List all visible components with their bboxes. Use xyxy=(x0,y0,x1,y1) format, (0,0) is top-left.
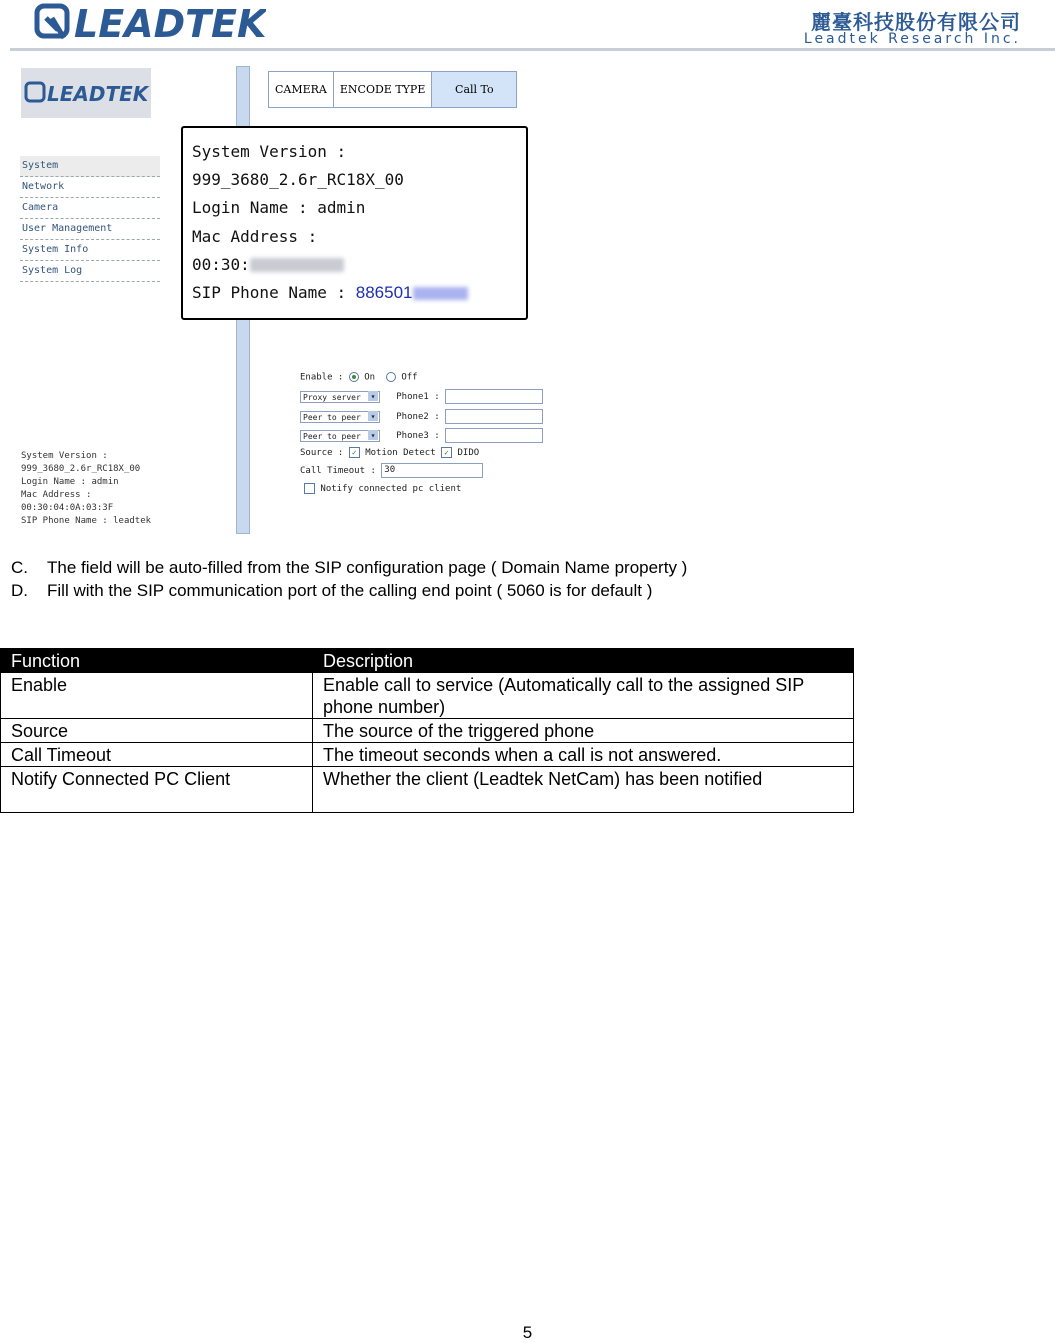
svg-text:LEADTEK: LEADTEK xyxy=(47,82,149,106)
phone2-row xyxy=(300,409,543,424)
enable-off-label: Off xyxy=(401,372,418,383)
phone2-mode-select[interactable]: Peer to peer ▾ xyxy=(300,411,380,423)
table-row xyxy=(1,767,854,813)
notify-row xyxy=(304,483,461,494)
dido-label: DIDO xyxy=(457,448,480,458)
table-cell-description: Enable call to service (Automatically call to the assigned SIP phone number) xyxy=(313,673,854,719)
menu-item-user-management[interactable]: User Management xyxy=(20,219,160,240)
callout-system-version-label: System Version : xyxy=(192,142,347,161)
sysinfo-line: Mac Address : xyxy=(21,490,92,500)
phone1-row xyxy=(300,389,543,404)
motion-detect-checkbox[interactable]: ✓ xyxy=(349,447,360,458)
menu-item-system[interactable]: System xyxy=(20,156,160,177)
screenshot-leadtek-logo xyxy=(21,68,151,118)
callout-mac-address-label: Mac Address : xyxy=(192,226,318,246)
phone3-row xyxy=(300,428,543,443)
source-label: Source : xyxy=(300,448,344,458)
function-table xyxy=(0,648,854,813)
callout-login-name: Login Name : admin xyxy=(192,198,366,218)
menu-item-network[interactable]: Network xyxy=(20,177,160,198)
redacted-sip xyxy=(413,287,468,300)
menu-item-system-log[interactable]: System Log xyxy=(20,261,160,282)
enable-row xyxy=(300,372,418,383)
notify-pc-client-checkbox[interactable] xyxy=(304,483,315,494)
table-row xyxy=(1,673,854,719)
table-cell-description: Whether the client (Leadtek NetCam) has been notified xyxy=(313,767,854,813)
phone3-label: Phone3 : xyxy=(396,431,440,441)
callout-mac-prefix: 00:30: xyxy=(192,254,250,274)
svg-text:LEADTEK: LEADTEK xyxy=(74,2,266,42)
phone1-input[interactable] xyxy=(445,389,543,404)
screenshot-side-menu xyxy=(20,156,160,282)
enable-on-label: On xyxy=(364,372,376,383)
note-c xyxy=(11,558,687,578)
page-number: 5 xyxy=(522,1323,533,1342)
redacted-mac xyxy=(250,258,344,272)
table-cell-function: Source xyxy=(1,719,313,743)
table-row xyxy=(1,719,854,743)
company-name-en: Leadtek Research Inc. xyxy=(803,31,1021,47)
phone2-label: Phone2 : xyxy=(396,412,440,422)
callout-sip-value: 886501 xyxy=(355,283,413,303)
note-c-label: C. xyxy=(11,558,28,577)
menu-item-system-info[interactable]: System Info xyxy=(20,240,160,261)
source-row xyxy=(300,447,479,458)
sysinfo-line: System Version : xyxy=(21,451,108,461)
header-function: Function xyxy=(1,649,313,673)
notify-pc-client-label: Notify connected pc client xyxy=(320,484,462,494)
system-info-callout xyxy=(181,126,528,320)
screenshot-logo-panel xyxy=(21,68,151,118)
dido-checkbox[interactable]: ✓ xyxy=(441,447,452,458)
table-cell-function: Call Timeout xyxy=(1,743,313,767)
header-divider xyxy=(10,48,1055,51)
callout-sip-row xyxy=(192,279,526,307)
callout-mac-address-row xyxy=(192,251,526,279)
phone2-input[interactable] xyxy=(445,409,543,424)
enable-off-radio[interactable] xyxy=(386,372,396,382)
callout-system-version-value: 999_3680_2.6r_RC18X_00 xyxy=(192,170,404,190)
phone1-mode-select[interactable]: Proxy server ▾ xyxy=(300,391,380,403)
tab-call-to[interactable]: Call To xyxy=(432,72,516,107)
sysinfo-line: SIP Phone Name : leadtek xyxy=(21,516,152,526)
tab-encode-type[interactable]: ENCODE TYPE xyxy=(334,72,432,107)
note-d-label: D. xyxy=(11,581,28,600)
call-timeout-row xyxy=(300,463,483,478)
enable-on-radio[interactable] xyxy=(349,372,359,382)
motion-detect-label: Motion Detect xyxy=(365,448,436,458)
table-cell-description: The source of the triggered phone xyxy=(313,719,854,743)
sysinfo-line: 999_3680_2.6r_RC18X_00 xyxy=(21,464,141,474)
sysinfo-line: 00:30:04:0A:03:3F xyxy=(21,503,114,513)
screenshot-system-info xyxy=(21,450,151,528)
screenshot-tab-bar xyxy=(268,71,517,108)
table-row xyxy=(1,743,854,767)
call-timeout-label: Call Timeout : xyxy=(300,466,376,476)
table-cell-function: Notify Connected PC Client xyxy=(1,767,313,813)
phone3-mode-select[interactable]: Peer to peer ▾ xyxy=(300,430,380,442)
phone1-label: Phone1 : xyxy=(396,392,440,402)
note-d xyxy=(11,581,652,601)
header-description: Description xyxy=(313,649,854,673)
table-header-row xyxy=(1,649,854,673)
table-cell-description: The timeout seconds when a call is not answered. xyxy=(313,743,854,767)
phone3-input[interactable] xyxy=(445,428,543,443)
note-c-text: The field will be auto-filled from the SIP configuration page ( Domain Name property ) xyxy=(47,558,688,577)
menu-item-camera[interactable]: Camera xyxy=(20,198,160,219)
table-cell-function: Enable xyxy=(1,673,313,719)
company-name-cn: 麗臺科技股份有限公司 xyxy=(811,10,1021,34)
callout-sip-label: SIP Phone Name : xyxy=(192,283,347,303)
tab-camera[interactable]: CAMERA xyxy=(269,72,334,107)
call-timeout-input[interactable]: 30 xyxy=(381,463,483,478)
note-d-text: Fill with the SIP communication port of the calling end point ( 5060 is for default ) xyxy=(47,581,653,600)
enable-label: Enable : xyxy=(300,372,344,383)
leadtek-logo xyxy=(34,2,266,42)
sysinfo-line: Login Name : admin xyxy=(21,477,119,487)
